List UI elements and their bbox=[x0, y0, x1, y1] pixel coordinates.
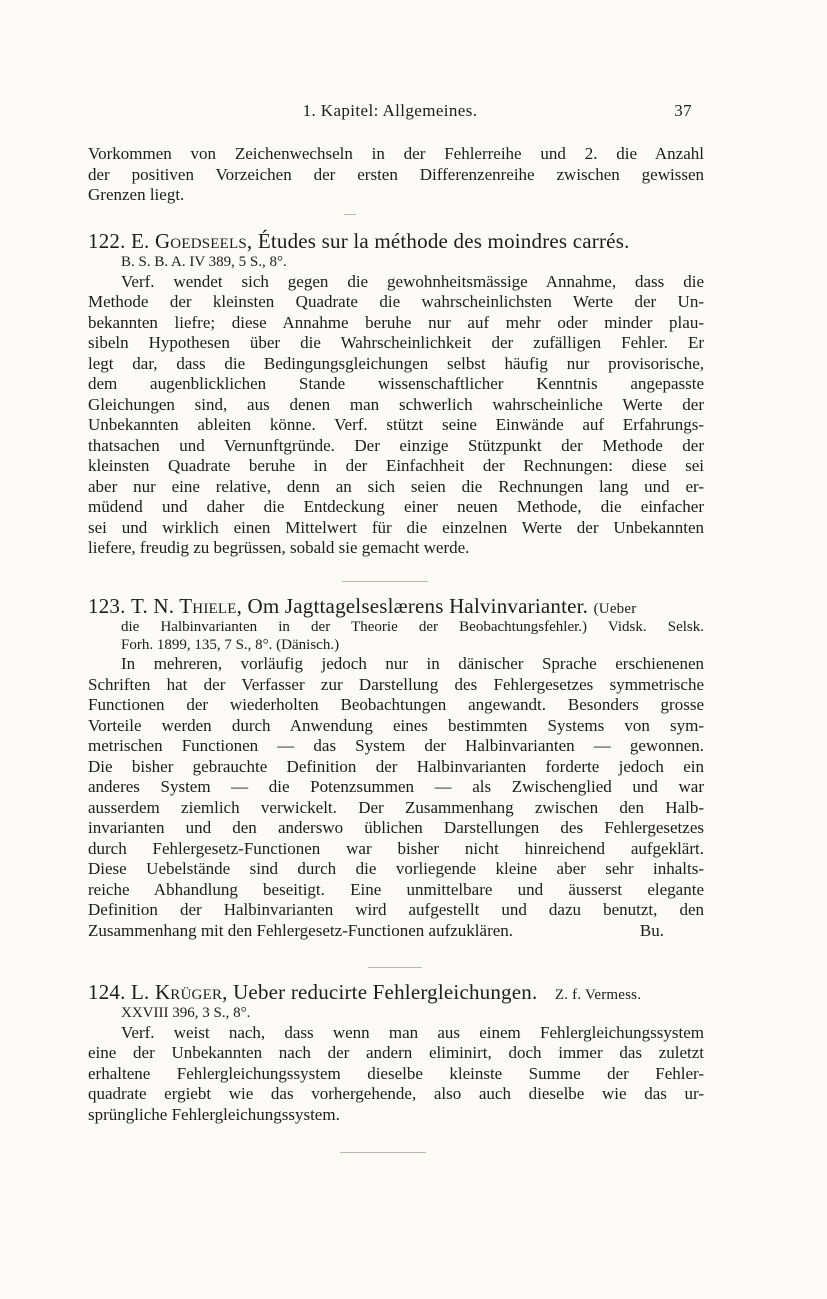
body-line: anderes System — die Potenzsummen — als Zwischenglied und war bbox=[88, 777, 704, 796]
body-line: aber nur eine relative, denn an sich seien die Rechnungen lang und er- bbox=[88, 476, 704, 496]
entry-number: 122. bbox=[88, 229, 126, 253]
body-line: thatsachen und Vernunftgründe. Der einzige Stützpunkt der Methode der bbox=[88, 435, 704, 455]
entry-title: Études sur la méthode des moindres carrés. bbox=[257, 229, 630, 253]
body-line: Vorkommen von Zeichenwechseln in der Fehlerreihe und 2. die Anzahl bbox=[88, 144, 704, 163]
body-line: quadrate ergiebt wie das vorhergehende, also auch dieselbe wie das ur- bbox=[88, 1084, 704, 1103]
entry-title-continuation: (Ueber bbox=[593, 601, 637, 617]
entry-title: Om Jagttagelseslærens Halvinvarianter. bbox=[247, 594, 589, 618]
entry-title: Ueber reducirte Fehlergleichungen. bbox=[233, 980, 538, 1004]
chapter-title: 1. Kapitel: Allgemeines. bbox=[302, 101, 478, 120]
entry-123 bbox=[88, 593, 704, 941]
entry-number: 123. bbox=[88, 594, 126, 618]
entry-source: Forh. 1899, 135, 7 S., 8°. (Dänisch.) bbox=[121, 636, 340, 653]
entry-heading bbox=[88, 593, 704, 619]
body-line: eine der Unbekannten nach der andern eliminirt, doch immer das zuletzt bbox=[88, 1043, 704, 1062]
entry-122 bbox=[88, 228, 704, 559]
intro-paragraph bbox=[88, 144, 704, 206]
body-line: sibeln Hypothesen über die Wahrscheinlichkeit der zufälligen Fehler. Er bbox=[88, 333, 704, 352]
body-line: Unbekannten ableiten könne. Verf. stützt seine Einwände auf Erfahrungs- bbox=[88, 415, 704, 434]
entry-author: E. Goedseels, bbox=[131, 229, 253, 253]
body-line: reiche Abhandlung beseitigt. Eine unmittelbare und äusserst elegante bbox=[88, 879, 704, 899]
entry-author: T. N. Thiele, bbox=[131, 594, 243, 618]
section-divider bbox=[340, 1152, 426, 1153]
body-line: legt dar, dass die Bedingungsgleichungen selbst häufig nur provisorische, bbox=[88, 353, 704, 373]
body-line: Vorteile werden durch Anwendung eines bestimmten Systems von sym- bbox=[88, 715, 704, 735]
body-line: invarianten und den anderswo üblichen Darstellungen des Fehlergesetzes bbox=[88, 818, 704, 837]
entry-source-start: Z. f. Vermess. bbox=[554, 987, 642, 1003]
body-line: liefere, freudig zu begrüssen, sobald sie gemacht werde. bbox=[88, 538, 470, 557]
running-header bbox=[88, 101, 692, 127]
reviewer-sigil: Bu. bbox=[639, 920, 664, 940]
entry-source: XXVIII 396, 3 S., 8°. bbox=[121, 1005, 251, 1021]
entry-heading bbox=[88, 979, 704, 1005]
body-line: Verf. wendet sich gegen die gewohnheitsmässige Annahme, dass die bbox=[121, 271, 704, 291]
body-line: Gleichungen sind, aus denen man schwerlich wahrscheinliche Werte der bbox=[88, 394, 704, 414]
body-line: sprüngliche Fehlergleichungssystem. bbox=[88, 1104, 340, 1124]
body-line: ausserdem ziemlich verwickelt. Der Zusammenhang zwischen den Halb- bbox=[88, 797, 704, 817]
body-line: Methode der kleinsten Quadrate die wahrscheinlichsten Werte der Un- bbox=[88, 292, 704, 311]
body-line: Schriften hat der Verfasser zur Darstellung des Fehlergesetzes symmetrische bbox=[88, 674, 704, 694]
entry-heading bbox=[88, 228, 704, 254]
body-line: bekannten liefre; diese Annahme beruhe nur auf mehr oder minder plau- bbox=[88, 312, 704, 332]
body-line: der positiven Vorzeichen der ersten Differenzenreihe zwischen gewissen bbox=[88, 164, 704, 184]
entry-author: L. Krüger, bbox=[131, 980, 228, 1004]
entry-number: 124. bbox=[88, 980, 126, 1004]
section-divider bbox=[368, 967, 422, 968]
body-line: Functionen der wiederholten Beobachtungen angewandt. Besonders grosse bbox=[88, 695, 704, 714]
body-line: Grenzen liegt. bbox=[88, 185, 185, 204]
entry-124 bbox=[88, 979, 704, 1125]
section-divider bbox=[344, 214, 356, 215]
section-divider bbox=[342, 581, 428, 582]
body-line: durch Fehlergesetz-Functionen war bisher nicht hinreichend aufgeklärt. bbox=[88, 838, 704, 858]
body-line: kleinsten Quadrate beruhe in der Einfachheit der Rechnungen: diese sei bbox=[88, 456, 704, 475]
body-line-text: Zusammenhang mit den Fehlergesetz-Functionen aufzuklären. bbox=[88, 920, 514, 940]
body-line: Die bisher gebrauchte Definition der Halbinvarianten forderte jedoch ein bbox=[88, 756, 704, 776]
entry-source: die Halbinvarianten in der Theorie der Beobachtungsfehler.) Vidsk. Selsk. bbox=[121, 619, 704, 635]
body-line: müdend und daher die Entdeckung einer neuen Methode, die einfacher bbox=[88, 497, 704, 516]
body-line: In mehreren, vorläufig jedoch nur in dänischer Sprache erschienenen bbox=[121, 654, 704, 673]
body-line: sei und wirklich einen Mittelwert für die einzelnen Werte der Unbekannten bbox=[88, 517, 704, 537]
body-line: Verf. weist nach, dass wenn man aus einem Fehlergleichungssystem bbox=[121, 1022, 704, 1042]
body-line: dem augenblicklichen Stande wissenschaftlicher Kenntnis angepasste bbox=[88, 374, 704, 393]
body-line: Diese Uebelstände sind durch die vorliegende kleine aber sehr inhalts- bbox=[88, 859, 704, 878]
entry-source: B. S. B. A. IV 389, 5 S., 8°. bbox=[121, 254, 287, 270]
page-number: 37 bbox=[674, 101, 692, 120]
body-line: Definition der Halbinvarianten wird aufgestellt und dazu benutzt, den bbox=[88, 900, 704, 919]
body-line bbox=[88, 921, 704, 942]
body-line: erhaltene Fehlergleichungssystem dieselbe kleinste Summe der Fehler- bbox=[88, 1063, 704, 1083]
body-line: metrischen Functionen — das System der Halbinvarianten — gewonnen. bbox=[88, 736, 704, 755]
